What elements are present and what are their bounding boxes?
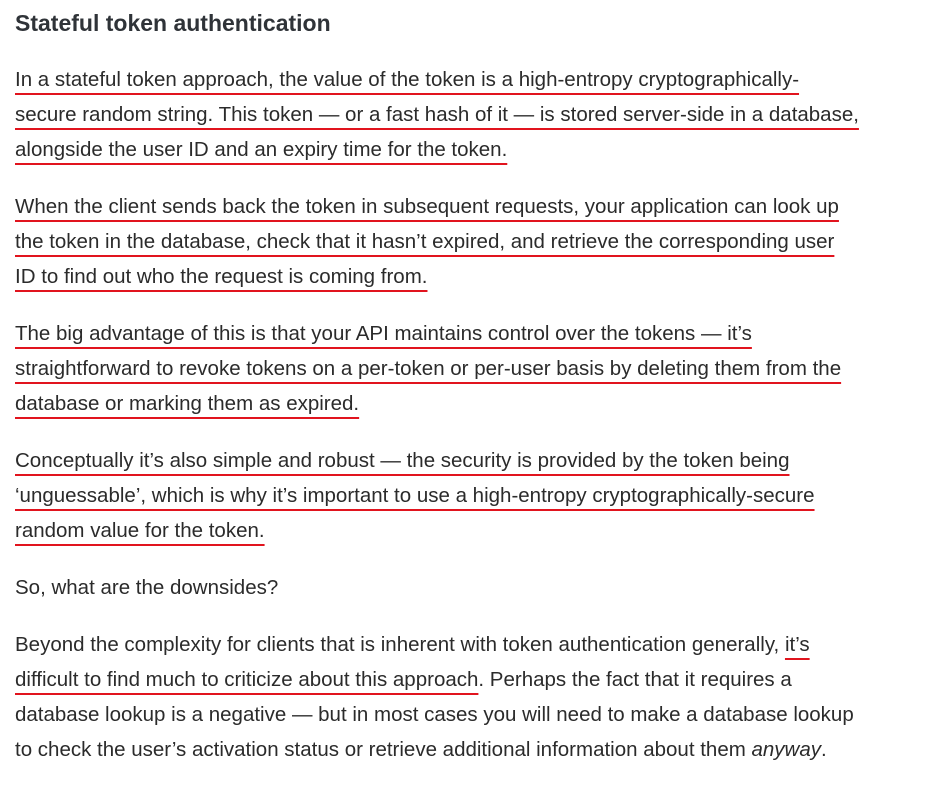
text-line: The big advantage of this is that your API maintains control over the tokens — it’s	[15, 322, 752, 345]
text-line	[15, 627, 926, 662]
text-line: database or marking them as expired.	[15, 392, 360, 415]
text-line: straightforward to revoke tokens on a per-token or per-user basis by deleting them from the	[15, 357, 842, 380]
text-line	[15, 662, 926, 697]
paragraph-big-advantage	[15, 316, 926, 421]
plain-text: Beyond the complexity for clients that is inherent with token authentication generally,	[15, 633, 785, 656]
emphasis-text: anyway	[751, 738, 822, 761]
text-line: When the client sends back the token in subsequent requests, your application can look up	[15, 195, 839, 218]
paragraph-client-requests	[15, 189, 926, 294]
text-line: ID to find out who the request is coming from.	[15, 265, 428, 288]
text-line: database lookup is a negative — but in most cases you will need to make a database lookup	[15, 703, 854, 726]
text-line: alongside the user ID and an expiry time for the token.	[15, 138, 508, 161]
paragraph-beyond-complexity	[15, 627, 926, 767]
section-heading: Stateful token authentication	[15, 10, 331, 36]
text-line: Conceptually it’s also simple and robust — the security is provided by the token being	[15, 449, 790, 472]
text-line: random value for the token.	[15, 519, 265, 542]
paragraph-conceptually	[15, 443, 926, 548]
text-line: the token in the database, check that it hasn’t expired, and retrieve the corresponding user	[15, 230, 835, 253]
plain-text: to check the user’s activation status or retrieve additional information about them	[15, 738, 752, 761]
marked-text: it’s	[784, 633, 810, 656]
plain-text: .	[821, 738, 827, 761]
text-line: In a stateful token approach, the value of the token is a high-entropy cryptographically-	[15, 68, 800, 91]
text-line: ‘unguessable’, which is why it’s important to use a high-entropy cryptographically-secure	[15, 484, 815, 507]
text-line: secure random string. This token — or a fast hash of it — is stored server-side in a database,	[15, 103, 859, 126]
paragraph-stateful-approach	[15, 62, 926, 167]
paragraph-downsides-question	[15, 570, 926, 605]
marked-text: difficult to find much to criticize about this approach	[15, 668, 479, 691]
text-line	[15, 732, 926, 767]
plain-text: . Perhaps the fact that it requires a	[478, 668, 792, 691]
text-line: So, what are the downsides?	[15, 576, 279, 599]
